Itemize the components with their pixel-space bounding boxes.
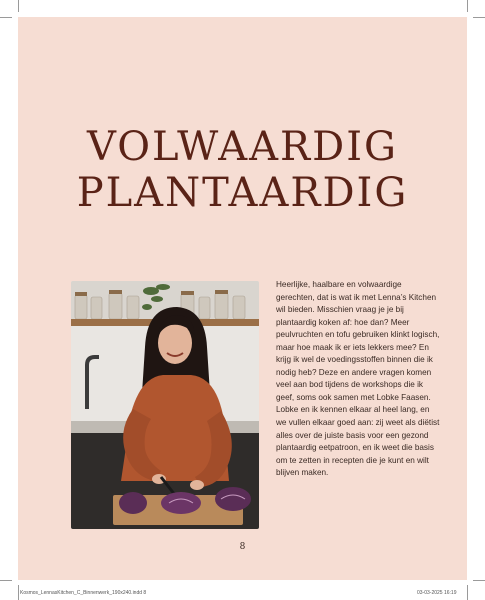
crop-mark [0, 580, 12, 581]
crop-mark [0, 17, 12, 18]
crop-mark [473, 17, 485, 18]
photo-woman-cutting-red-cabbage [71, 281, 259, 529]
slug-filename: Kosmos_LennasKitchen_C_Binnenwerk_190x240.indd 8 [20, 590, 147, 596]
crop-mark [467, 585, 468, 600]
title-line-2: PLANTAARDIG [76, 170, 409, 216]
body-paragraph: Heerlijke, haalbare en volwaardige gerechten, dat is wat ik met Lenna’s Kitchen wil bieden. Misschien vraag je je bij plantaardig koken af: hoe dan? Meer peulvruchten en tofu gebruiken klinkt logisch, maar hoe maak ik er iets lekkers mee? En krijg ik wel de voedingsstoffen binnen die ik nodig heb? Deze en andere vragen komen veel aan bod tijdens de workshops die ik geef, soms ook samen met Lobke Faasen. Lobke en ik kennen elkaar al heel lang, en we vullen elkaar goed aan: zij weet als diëtist alles over de juiste basis voor een gezond plantaardig eetpatroon, en ik weet die basis om te zetten in recepten die je kunt en wilt blijven maken. [276, 280, 440, 478]
page-title [18, 124, 467, 216]
page-number: 8 [239, 542, 246, 552]
crop-mark [467, 0, 468, 12]
crop-mark [18, 0, 19, 12]
crop-mark [18, 585, 19, 600]
book-page [18, 17, 467, 580]
crop-mark [473, 580, 485, 581]
title-line-1: VOLWAARDIG [87, 124, 398, 170]
slug-date: 03-03-2025 16:19 [417, 590, 457, 596]
